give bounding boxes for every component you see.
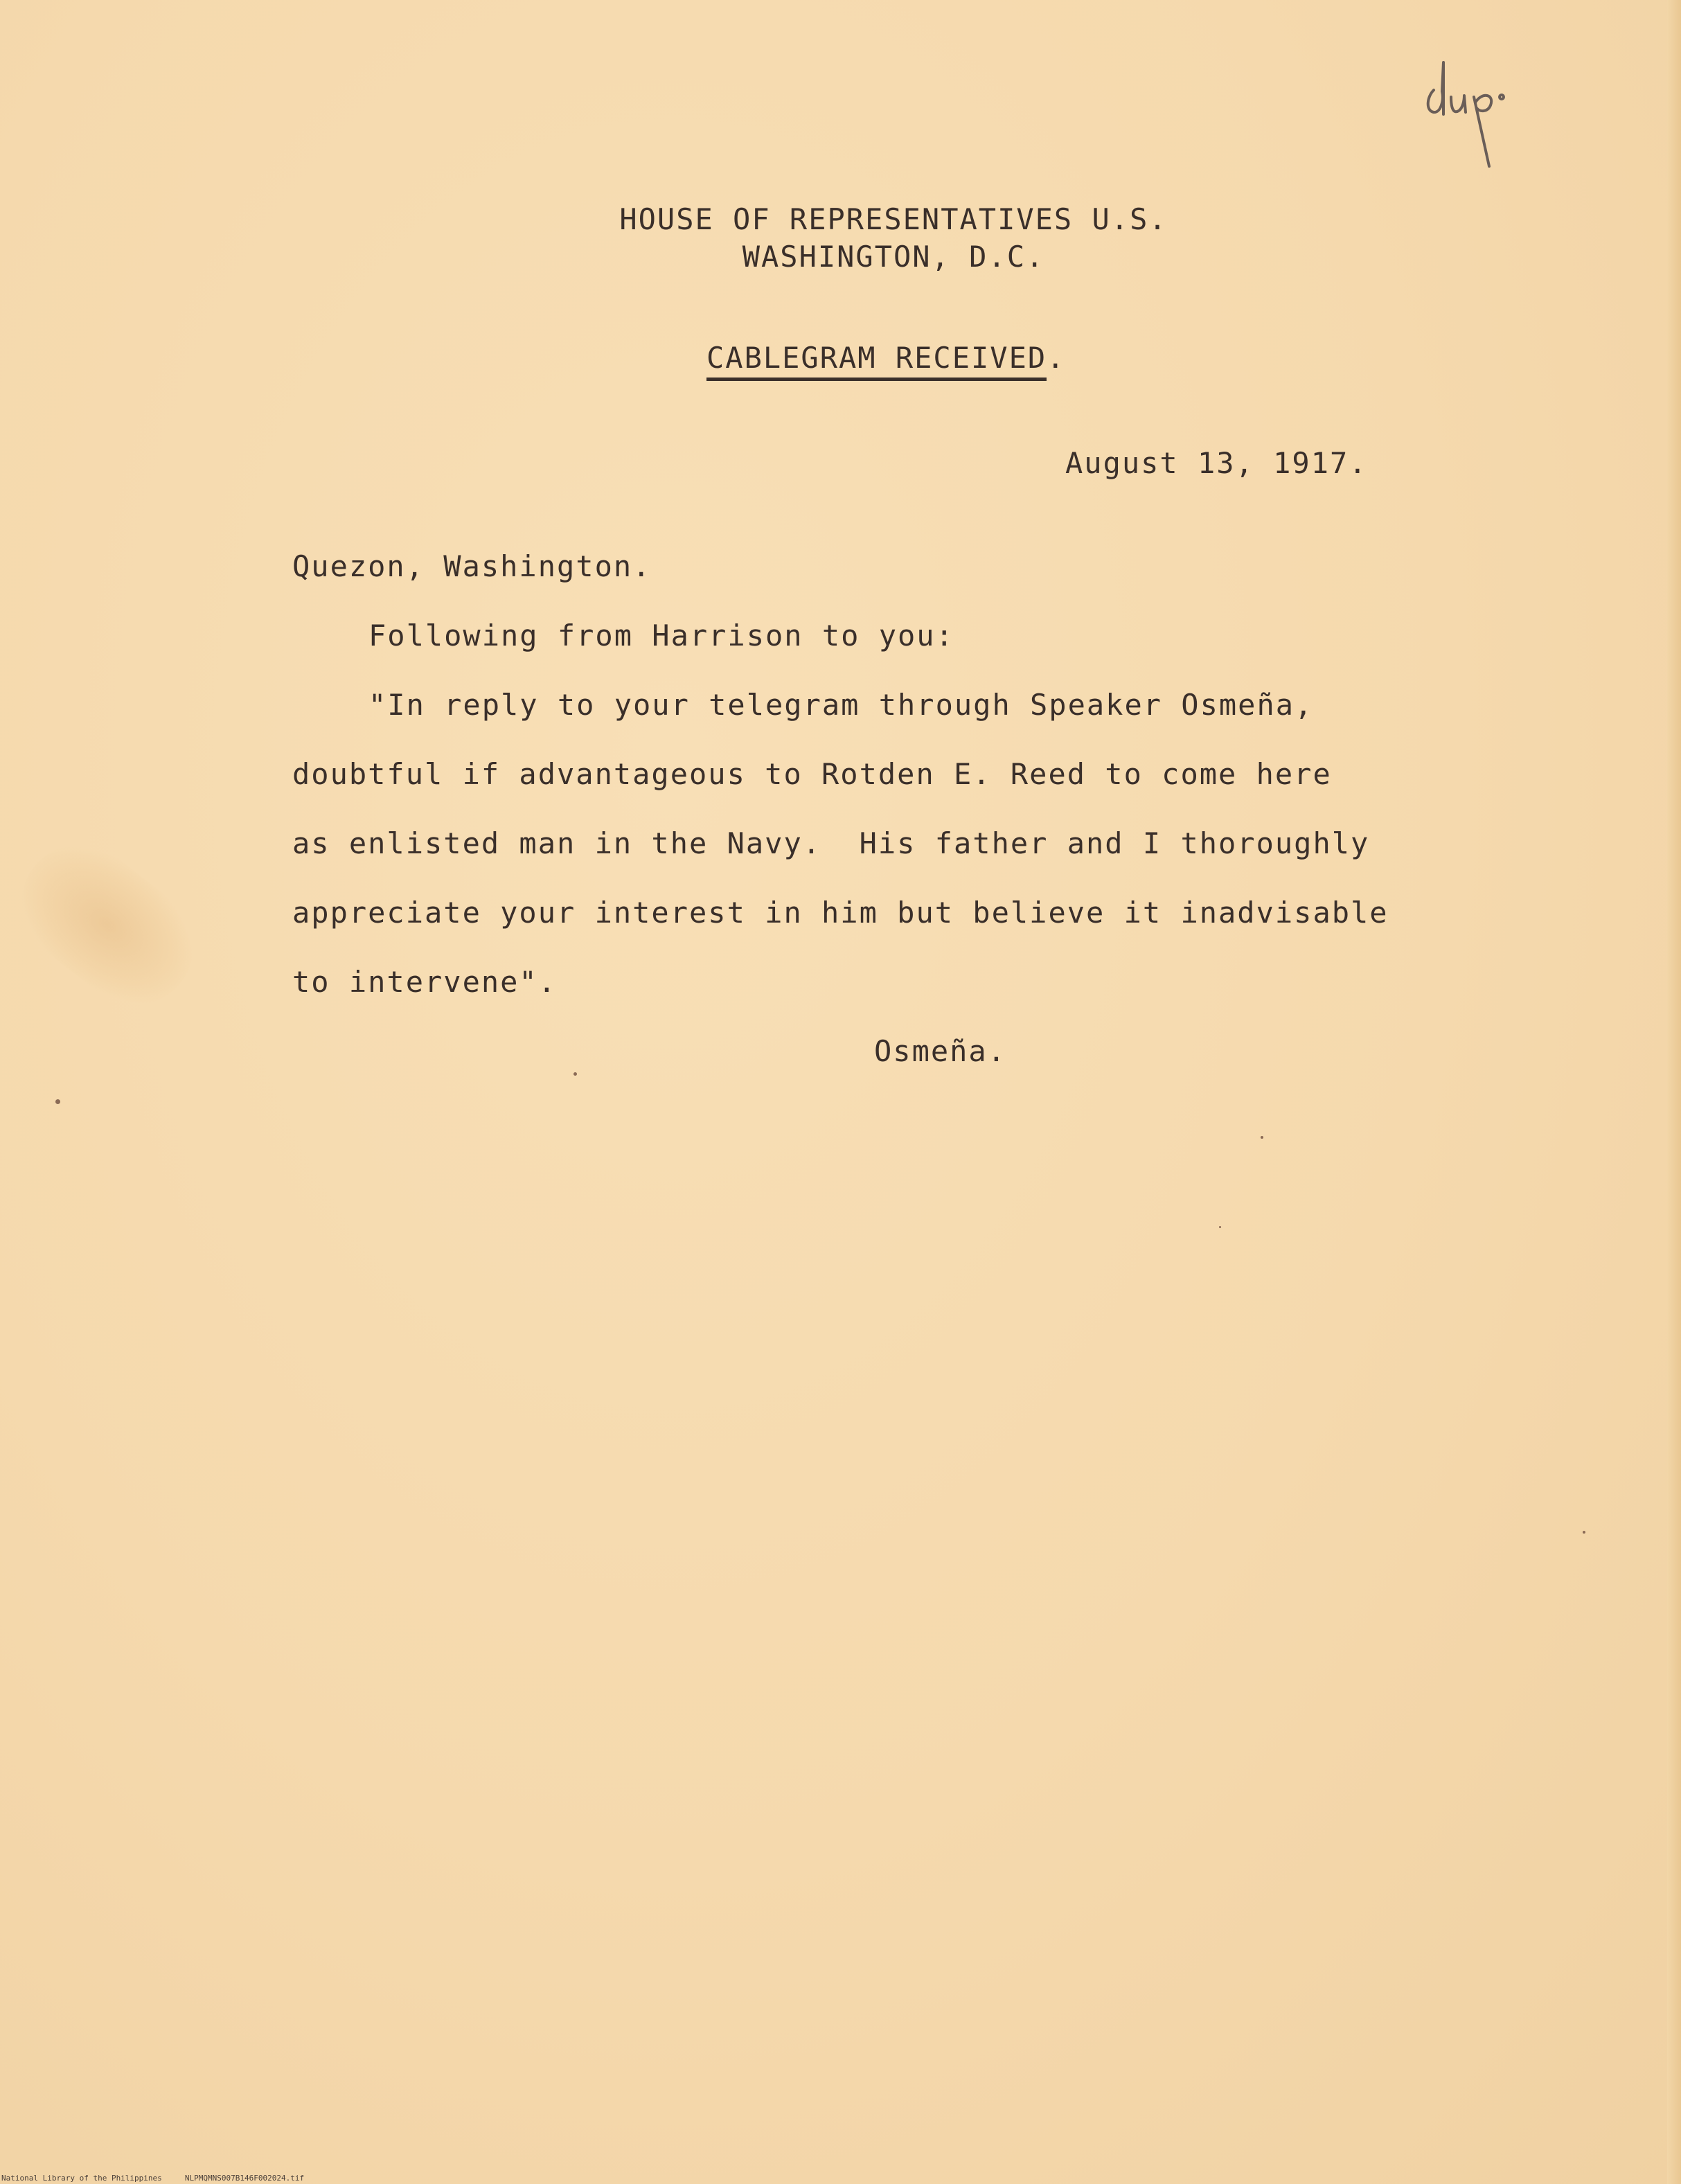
addressee-line: Quezon, Washington. (292, 549, 652, 583)
body-line-2: doubtful if advantageous to Rotden E. Reed to come here (292, 757, 1332, 791)
signature: Osmeña. (874, 1034, 1007, 1068)
body-line-3: as enlisted man in the Navy. His father and I thoroughly (292, 826, 1370, 860)
paper-speck (1583, 1531, 1585, 1534)
body-line-1: "In reply to your telegram through Speaker Osmeña, (368, 688, 1314, 722)
footer-filename: NLPMQMNS007B146F002024.tif (184, 2174, 305, 2183)
scan-footer (1, 2174, 304, 2183)
body-line-4: appreciate your interest in him but believe it inadvisable (292, 896, 1389, 930)
paper-speck (55, 1099, 60, 1104)
handwritten-note-dup (1413, 48, 1538, 173)
title-period: . (1047, 341, 1066, 375)
paper-speck (1219, 1226, 1221, 1228)
body-line-5: to intervene". (292, 965, 558, 999)
footer-library: National Library of the Philippines (1, 2174, 162, 2183)
intro-line: Following from Harrison to you: (368, 619, 954, 652)
paper-edge (1667, 0, 1681, 2184)
document-title: CABLEGRAM RECEIVED (706, 341, 1047, 381)
title-block (706, 341, 1066, 375)
letterhead-line-2: WASHINGTON, D.C. (742, 240, 1045, 274)
paper-speck (1261, 1136, 1263, 1139)
date-line: August 13, 1917. (1065, 446, 1368, 480)
letterhead-line-1: HOUSE OF REPRESENTATIVES U.S. (619, 202, 1168, 236)
paper-speck (573, 1072, 577, 1076)
